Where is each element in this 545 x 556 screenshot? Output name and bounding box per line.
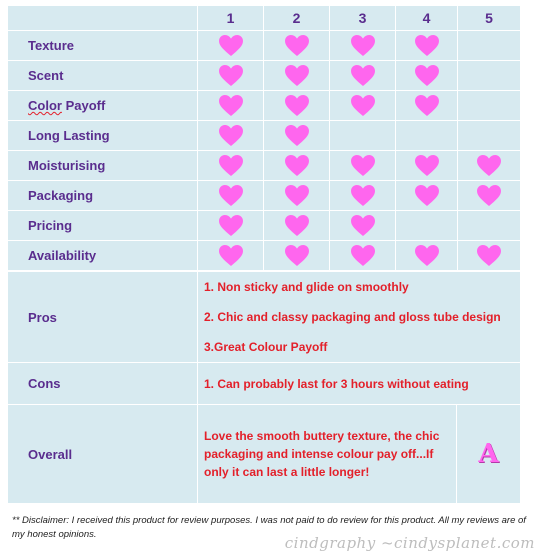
pros-row [8,272,521,363]
rating-cell-2 [264,91,330,121]
rating-cell-1 [198,211,264,241]
rating-cell-4 [396,151,458,181]
heart-icon [415,65,439,87]
heart-icon [285,185,309,207]
criteria-label: Scent [8,61,198,91]
heart-icon [219,65,243,87]
rating-cell-2 [264,31,330,61]
rating-cell-3 [330,121,396,151]
heart-icon [285,125,309,147]
heart-icon [351,185,375,207]
heart-icon [219,125,243,147]
rating-cell-5 [458,241,521,271]
heart-icon [415,35,439,57]
heart-icon [219,245,243,267]
rating-sheet [7,5,520,504]
criteria-label: Color Payoff [8,91,198,121]
heart-icon [285,95,309,117]
rating-cell-2 [264,61,330,91]
heart-icon [219,155,243,177]
criteria-label: Texture [8,31,198,61]
grade-cell [457,405,521,504]
header-blank-cell [8,6,198,31]
rating-cell-1 [198,151,264,181]
cons-item: 1. Can probably last for 3 hours without eating [198,363,521,405]
rating-cell-3 [330,151,396,181]
heart-icon [351,215,375,237]
heart-icon [285,245,309,267]
rating-cell-5 [458,121,521,151]
rating-cell-2 [264,241,330,271]
rating-cell-5 [458,181,521,211]
criteria-row [8,61,521,91]
column-2-header: 2 [264,6,330,31]
overall-row [8,405,521,504]
rating-cell-4 [396,241,458,271]
criteria-label: Availability [8,241,198,271]
heart-icon [351,35,375,57]
rating-cell-4 [396,181,458,211]
rating-cell-3 [330,31,396,61]
rating-cell-2 [264,151,330,181]
pros-label: Pros [8,272,198,363]
summary-table [7,271,521,504]
heart-icon [477,155,501,177]
criteria-row [8,91,521,121]
overall-label: Overall [8,405,198,504]
rating-cell-4 [396,121,458,151]
pros-item: 2. Chic and classy packaging and gloss tube design [204,310,501,324]
rating-cell-1 [198,181,264,211]
rating-cell-1 [198,31,264,61]
heart-icon [219,185,243,207]
criteria-label: Pricing [8,211,198,241]
disclaimer-text: ** Disclaimer: I received this product for review purposes. I was not paid to do review for this product. All my reviews are of my honest opinions. [12,515,526,540]
rating-cell-5 [458,61,521,91]
criteria-row [8,211,521,241]
rating-cell-4 [396,31,458,61]
heart-icon [477,245,501,267]
rating-cell-5 [458,91,521,121]
rating-cell-4 [396,211,458,241]
rating-table [7,5,521,271]
criteria-row [8,151,521,181]
criteria-label: Long Lasting [8,121,198,151]
rating-cell-2 [264,181,330,211]
criteria-label: Moisturising [8,151,198,181]
column-3-header: 3 [330,6,396,31]
heart-icon [415,155,439,177]
rating-cell-2 [264,211,330,241]
heart-icon [219,215,243,237]
column-1-header: 1 [198,6,264,31]
heart-icon [351,155,375,177]
heart-icon [219,35,243,57]
heart-icon [415,245,439,267]
criteria-row [8,181,521,211]
criteria-row [8,121,521,151]
pros-cell [198,272,521,363]
pros-item: 1. Non sticky and glide on smoothly [204,280,409,294]
column-4-header: 4 [396,6,458,31]
rating-cell-2 [264,121,330,151]
heart-icon [351,95,375,117]
watermark: cindgraphy ~cindysplanet.com [284,534,535,552]
heart-icon [415,95,439,117]
heart-icon [285,65,309,87]
rating-cell-3 [330,211,396,241]
rating-cell-5 [458,211,521,241]
heart-icon [415,185,439,207]
rating-cell-5 [458,151,521,181]
rating-cell-1 [198,241,264,271]
rating-cell-5 [458,31,521,61]
column-5-header: 5 [458,6,521,31]
rating-cell-4 [396,61,458,91]
heart-icon [351,245,375,267]
rating-cell-1 [198,91,264,121]
overall-text: Love the smooth buttery texture, the chic packaging and intense colour pay off...If only it can last a little longer! [204,429,440,479]
cons-label: Cons [8,363,198,405]
rating-cell-4 [396,91,458,121]
pros-item: 3.Great Colour Payoff [204,340,328,354]
rating-cell-1 [198,121,264,151]
heart-icon [351,65,375,87]
overall-text-cell [198,405,457,504]
heart-icon [219,95,243,117]
heart-icon [477,185,501,207]
rating-cell-3 [330,91,396,121]
header-row [8,6,521,31]
rating-cell-3 [330,181,396,211]
criteria-row [8,241,521,271]
rating-cell-3 [330,241,396,271]
criteria-row [8,31,521,61]
rating-cell-1 [198,61,264,91]
cons-row [8,363,521,405]
heart-icon [285,155,309,177]
rating-cell-3 [330,61,396,91]
grade-badge: A [478,439,499,469]
heart-icon [285,215,309,237]
heart-icon [285,35,309,57]
criteria-label: Packaging [8,181,198,211]
